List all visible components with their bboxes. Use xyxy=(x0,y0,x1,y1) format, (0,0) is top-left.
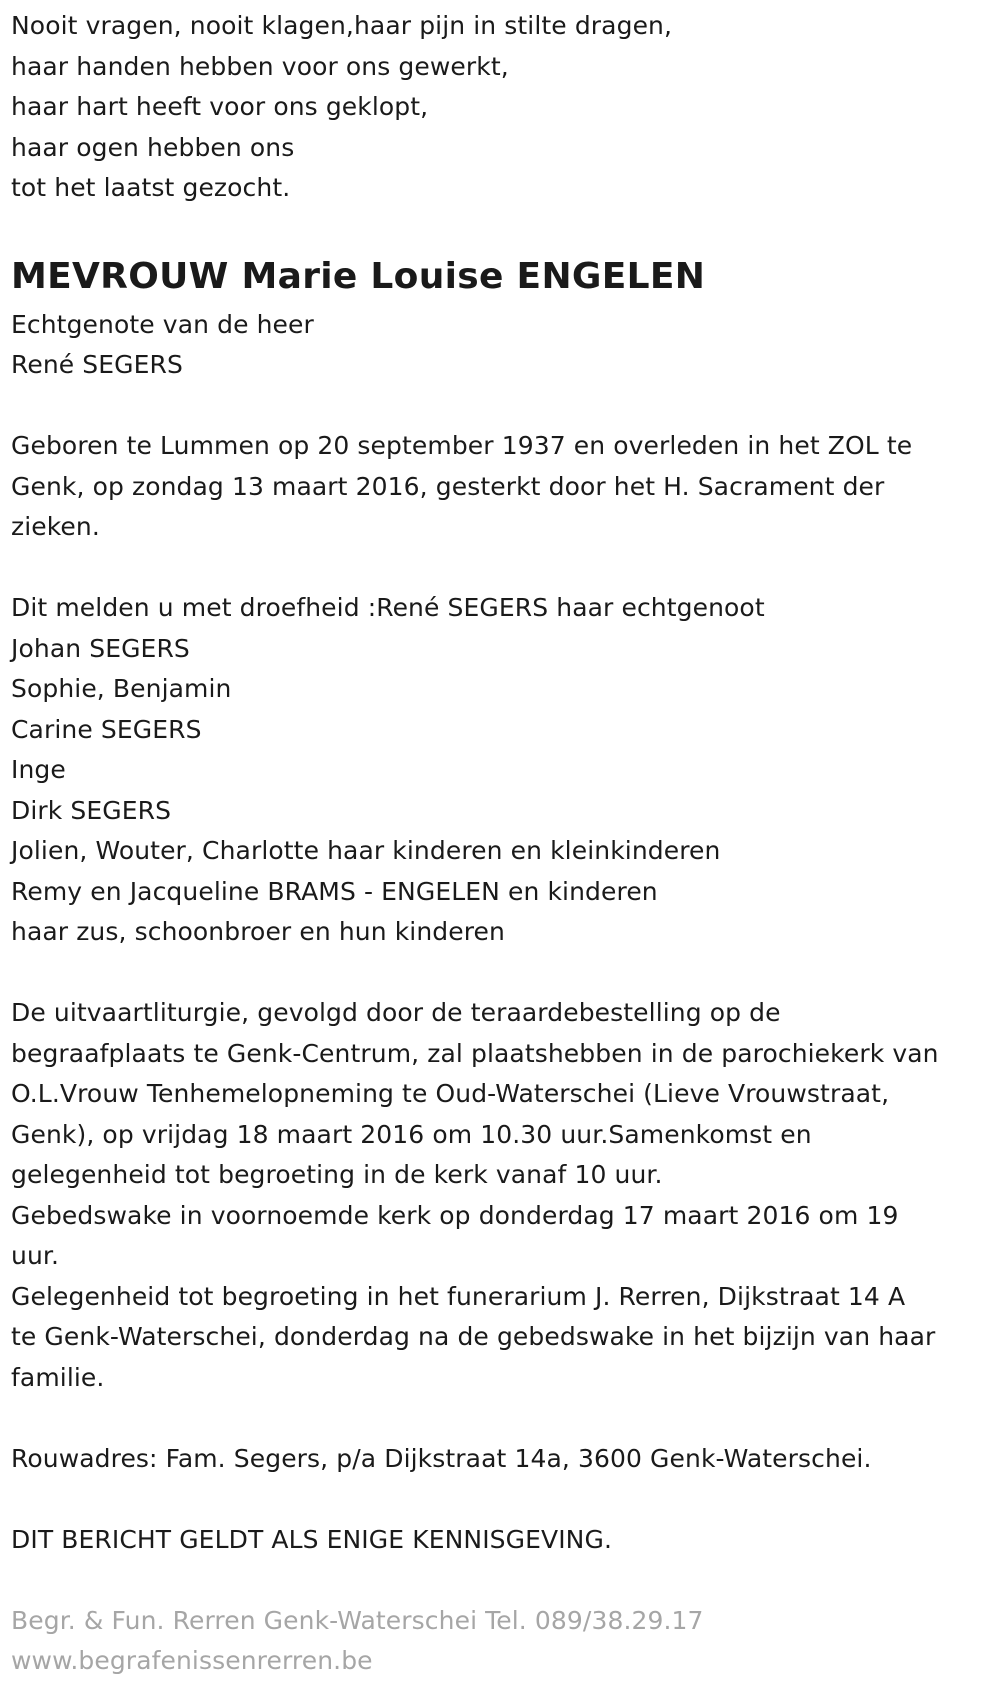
family-line: haar zus, schoonbroer en hun kinderen xyxy=(11,917,505,946)
poem-line: Nooit vragen, nooit klagen,haar pijn in stilte dragen, xyxy=(11,11,673,40)
deceased-name: MEVROUW Marie Louise ENGELEN xyxy=(11,255,706,297)
paragraph-line: te Genk-Waterschei, donderdag na de gebedswake in het bijzijn van haar xyxy=(11,1322,936,1351)
family-line: Johan SEGERS xyxy=(11,633,190,663)
obituary-document xyxy=(11,6,991,1682)
poem-line: haar ogen hebben ons xyxy=(11,132,295,162)
family-line: Sophie, Benjamin xyxy=(11,674,232,703)
paragraph-line: familie. xyxy=(11,1362,105,1392)
paragraph-line: Genk, op zondag 13 maart 2016, gesterkt door het H. Sacrament der xyxy=(11,471,885,501)
family-list xyxy=(11,588,991,953)
paragraph-line: De uitvaartliturgie, gevolgd door de teraardebestelling op de xyxy=(11,998,781,1027)
mourning-address: Rouwadres: Fam. Segers, p/a Dijkstraat 14a, 3600 Genk-Waterschei. xyxy=(11,1443,872,1473)
family-line: Inge xyxy=(11,755,66,784)
birth-death-paragraph xyxy=(11,426,991,548)
paragraph-line: uur. xyxy=(11,1241,60,1270)
paragraph-line: gelegenheid tot begroeting in de kerk vanaf 10 uur. xyxy=(11,1160,663,1189)
notice-text: DIT BERICHT GELDT ALS ENIGE KENNISGEVING. xyxy=(11,1524,612,1554)
spacer xyxy=(11,548,991,589)
poem-line: haar hart heeft voor ons geklopt, xyxy=(11,92,429,121)
paragraph-line: Gebedswake in voornoemde kerk op donderdag 17 maart 2016 om 19 xyxy=(11,1200,899,1230)
family-line: Jolien, Wouter, Charlotte haar kinderen en kleinkinderen xyxy=(11,836,721,865)
poem-line: tot het laatst gezocht. xyxy=(11,173,291,202)
spacer xyxy=(11,1479,991,1520)
family-line: Dit melden u met droefheid :René SEGERS haar echtgenoot xyxy=(11,593,765,622)
spacer xyxy=(11,953,991,994)
spouse-line: Echtgenote van de heer xyxy=(11,309,314,339)
paragraph-line: begraafplaats te Genk-Centrum, zal plaatshebben in de parochiekerk van xyxy=(11,1038,939,1068)
spouse-line: René SEGERS xyxy=(11,350,183,379)
paragraph-line: O.L.Vrouw Tenhemelopneming te Oud-Waterschei (Lieve Vrouwstraat, xyxy=(11,1079,890,1108)
spouse-info xyxy=(11,305,991,386)
funeral-home-website[interactable]: www.begrafenissenrerren.be xyxy=(11,1646,373,1675)
family-line: Carine SEGERS xyxy=(11,714,202,744)
ceremony-paragraph xyxy=(11,993,991,1398)
footer xyxy=(11,1601,991,1682)
paragraph-line: Genk), op vrijdag 18 maart 2016 om 10.30 uur.Samenkomst en xyxy=(11,1119,812,1149)
family-line: Dirk SEGERS xyxy=(11,795,172,825)
paragraph-line: Gelegenheid tot begroeting in het funerarium J. Rerren, Dijkstraat 14 A xyxy=(11,1281,906,1311)
poem-line: haar handen hebben voor ons gewerkt, xyxy=(11,51,509,81)
paragraph-line: zieken. xyxy=(11,512,100,541)
spacer xyxy=(11,1398,991,1439)
spacer xyxy=(11,1560,991,1601)
family-line: Remy en Jacqueline BRAMS - ENGELEN en kinderen xyxy=(11,876,658,906)
paragraph-line: Geboren te Lummen op 20 september 1937 en overleden in het ZOL te xyxy=(11,431,913,460)
spacer xyxy=(11,386,991,427)
poem xyxy=(11,6,991,209)
funeral-home-contact: Begr. & Fun. Rerren Genk-Waterschei Tel. 089/38.29.17 xyxy=(11,1605,704,1635)
